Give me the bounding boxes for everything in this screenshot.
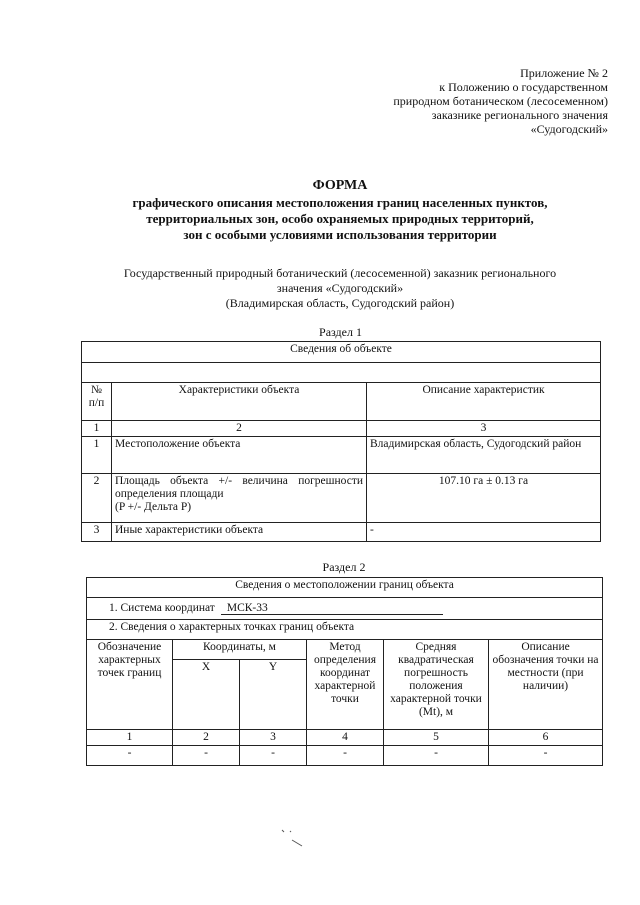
reserve-name-block: [60, 266, 620, 311]
row-characteristic-formula: (P +/- Дельта P): [115, 501, 192, 513]
col-index: 4: [307, 730, 384, 746]
form-subtitle: графического описания местоположения границ населенных пунктов,: [132, 195, 548, 210]
col-index: 1: [82, 421, 112, 437]
appendix-header: [308, 66, 608, 136]
row-num: 3: [82, 523, 112, 542]
form-title: ФОРМА: [312, 178, 368, 193]
col-x-header: X: [173, 660, 240, 730]
col-index: 2: [112, 421, 367, 437]
col-designation-header: Обозначение характерных точек границ: [87, 640, 173, 730]
row-num: 1: [82, 437, 112, 474]
table-row: [82, 523, 601, 542]
reserve-name: Государственный природный ботанический (лесосеменной) заказник регионального: [123, 266, 557, 280]
empty-row: [82, 363, 601, 383]
appendix-line: «Судогодский»: [530, 122, 608, 136]
col-description-header: Описание характеристик: [367, 383, 601, 421]
section1-header: Сведения об объекте: [82, 342, 601, 363]
form-title-block: [60, 178, 620, 243]
row-characteristic-cell: [112, 474, 367, 523]
col-index: 3: [240, 730, 307, 746]
col-index: 3: [367, 421, 601, 437]
col-index: 6: [489, 730, 603, 746]
reserve-name: значения «Судогодский»: [276, 281, 404, 295]
form-subtitle: территориальных зон, особо охраняемых природных территорий,: [146, 211, 534, 226]
points-label: 2. Сведения о характерных точках границ объекта: [87, 620, 603, 640]
row-description: Владимирская область, Судогодский район: [367, 437, 601, 474]
form-subtitle: зон с особыми условиями использования территории: [183, 227, 497, 242]
col-num-header: № п/п: [82, 383, 112, 421]
appendix-line: к Положению о государственном: [439, 80, 608, 94]
col-coords-header: Координаты, м: [173, 640, 307, 660]
section1-label: Раздел 1: [319, 325, 362, 339]
coord-system-value: МСК-33: [221, 602, 443, 615]
col-index: 1: [87, 730, 173, 746]
cell-dash: -: [173, 746, 240, 766]
row-characteristic: Площадь объекта +/- величина погрешности определения площади: [115, 475, 363, 500]
cell-dash: -: [307, 746, 384, 766]
cell-dash: -: [87, 746, 173, 766]
reserve-location: (Владимирская область, Судогодский район): [225, 296, 455, 310]
table-row: [87, 746, 603, 766]
col-error-header: Средняя квадратическая погрешность положения характерной точки (Mt), м: [384, 640, 489, 730]
table-row: [82, 437, 601, 474]
section2-label: Раздел 2: [322, 560, 366, 574]
cell-dash: -: [384, 746, 489, 766]
section2-header: Сведения о местоположении границ объекта: [87, 578, 603, 598]
col-y-header: Y: [240, 660, 307, 730]
row-characteristic: Иные характеристики объекта: [112, 523, 367, 542]
table-row: [82, 474, 601, 523]
object-info-table: [81, 341, 601, 542]
appendix-line: природном ботаническом (лесосеменном): [393, 94, 608, 108]
col-characteristics-header: Характеристики объекта: [112, 383, 367, 421]
col-index: 5: [384, 730, 489, 746]
row-description: 107.10 га ± 0.13 га: [367, 474, 601, 523]
cell-dash: -: [489, 746, 603, 766]
appendix-line: заказнике регионального значения: [431, 108, 608, 122]
boundary-info-table: [86, 577, 603, 766]
row-description: -: [367, 523, 601, 542]
row-characteristic: Местоположение объекта: [112, 437, 367, 474]
appendix-number: Приложение № 2: [520, 66, 608, 80]
coord-system-label: 1. Система координат: [109, 602, 215, 614]
col-index: 2: [173, 730, 240, 746]
col-point-description-header: Описание обозначения точки на местности (при наличии): [489, 640, 603, 730]
row-num: 2: [82, 474, 112, 523]
col-method-header: Метод определения координат характерной точки: [307, 640, 384, 730]
coord-system-row: [87, 598, 603, 620]
pen-mark-icon: [278, 828, 308, 850]
cell-dash: -: [240, 746, 307, 766]
